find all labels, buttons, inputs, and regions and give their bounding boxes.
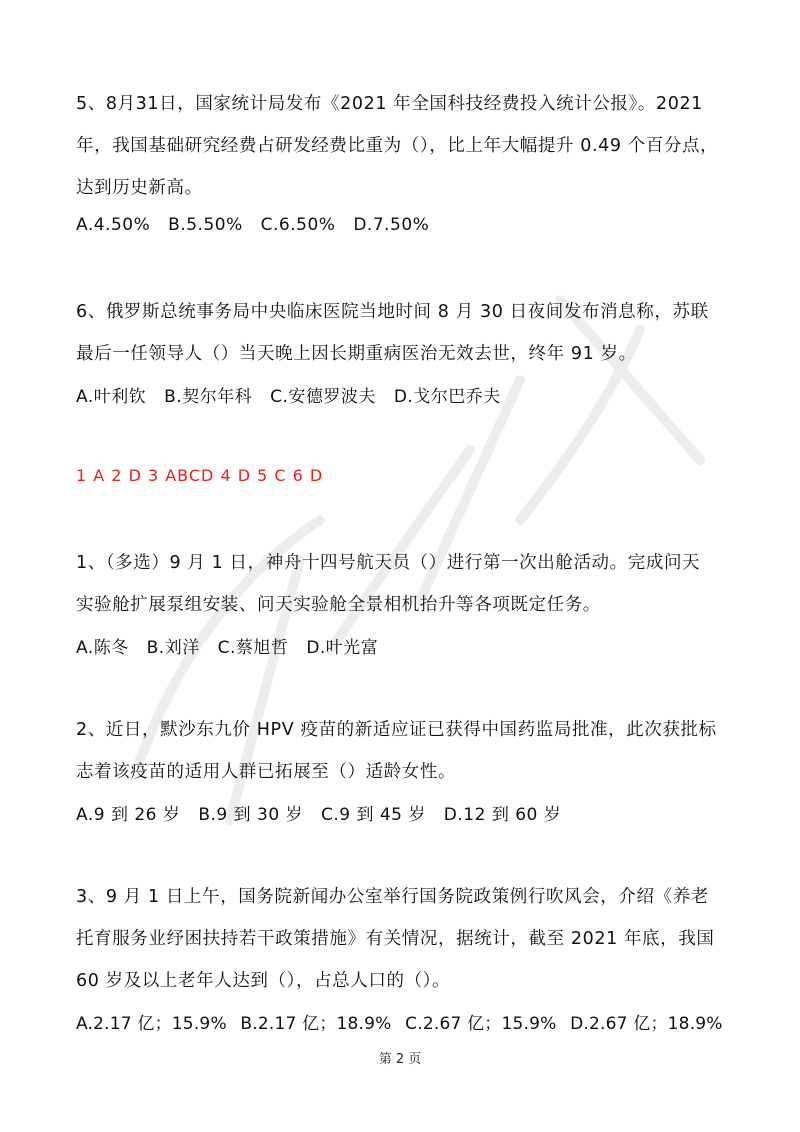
question-3-line-2: 托育服务业纾困扶持若干政策措施》有关情况，据统计，截至 2021 年底，我国 bbox=[76, 929, 715, 949]
option-c: C.安德罗波夫 bbox=[270, 387, 376, 407]
question-2-options bbox=[76, 800, 573, 825]
question-6-line-2: 最后一任领导人（）当天晚上因长期重病医治无效去世，终年 91 岁。 bbox=[76, 344, 637, 364]
option-c: C.蔡旭哲 bbox=[217, 638, 289, 658]
question-1-options bbox=[76, 633, 390, 658]
option-c: C.6.50% bbox=[260, 215, 336, 235]
question-2-line-2: 志着该疫苗的适用人群已拓展至（）适龄女性。 bbox=[76, 762, 457, 782]
option-d: D.戈尔巴乔夫 bbox=[393, 387, 501, 407]
option-d: D.7.50% bbox=[353, 215, 430, 235]
question-5-line-3: 达到历史新高。 bbox=[76, 178, 203, 198]
option-d: D.12 到 60 岁 bbox=[443, 805, 562, 825]
question-5-options bbox=[76, 215, 441, 235]
question-5-line-2: 年，我国基础研究经费占研发经费比重为（），比上年大幅提升 0.49 个百分点， bbox=[76, 136, 719, 156]
option-a: A.4.50% bbox=[76, 215, 151, 235]
question-6-line-1: 6、俄罗斯总统事务局中央临床医院当地时间 8 月 30 日夜间发布消息称，苏联 bbox=[76, 302, 709, 322]
option-a: A.2.17 亿；15.9% bbox=[76, 1014, 227, 1034]
option-d: D.2.67 亿；18.9% bbox=[570, 1014, 723, 1034]
option-a: A.陈冬 bbox=[76, 638, 129, 658]
option-b: B.2.17 亿；18.9% bbox=[240, 1014, 392, 1034]
option-d: D.叶光富 bbox=[306, 638, 379, 658]
question-3-line-3: 60 岁及以上老年人达到（），占总人口的（）。 bbox=[76, 971, 451, 991]
option-b: B.契尔年科 bbox=[164, 387, 253, 407]
question-2-line-1: 2、近日，默沙东九价 HPV 疫苗的新适应证已获得中国药监局批准，此次获批标 bbox=[76, 720, 717, 740]
question-1-line-2: 实验舱扩展泵组安装、问天实验舱全景相机抬升等各项既定任务。 bbox=[76, 595, 601, 615]
question-6-options bbox=[76, 382, 513, 407]
question-1-line-1: 1、（多选）9 月 1 日，神舟十四号航天员（）进行第一次出舱活动。完成问天 bbox=[76, 553, 701, 573]
option-a: A.9 到 26 岁 bbox=[76, 805, 181, 825]
question-5-line-1: 5、8月31日，国家统计局发布《2021 年全国科技经费投入统计公报》。2021 bbox=[76, 94, 703, 114]
option-b: B.刘洋 bbox=[146, 638, 200, 658]
option-b: B.9 到 30 岁 bbox=[198, 805, 304, 825]
answer-key: 1 A 2 D 3 ABCD 4 D 5 C 6 D bbox=[76, 466, 324, 485]
option-b: B.5.50% bbox=[168, 215, 243, 235]
option-c: C.2.67 亿；15.9% bbox=[405, 1014, 557, 1034]
option-a: A.叶利钦 bbox=[76, 387, 147, 407]
page-number: 第 2 页 bbox=[378, 1052, 422, 1067]
question-3-line-1: 3、9 月 1 日上午，国务院新闻办公室举行国务院政策例行吹风会，介绍《养老 bbox=[76, 887, 709, 907]
option-c: C.9 到 45 岁 bbox=[320, 805, 426, 825]
question-3-options bbox=[76, 1009, 735, 1034]
